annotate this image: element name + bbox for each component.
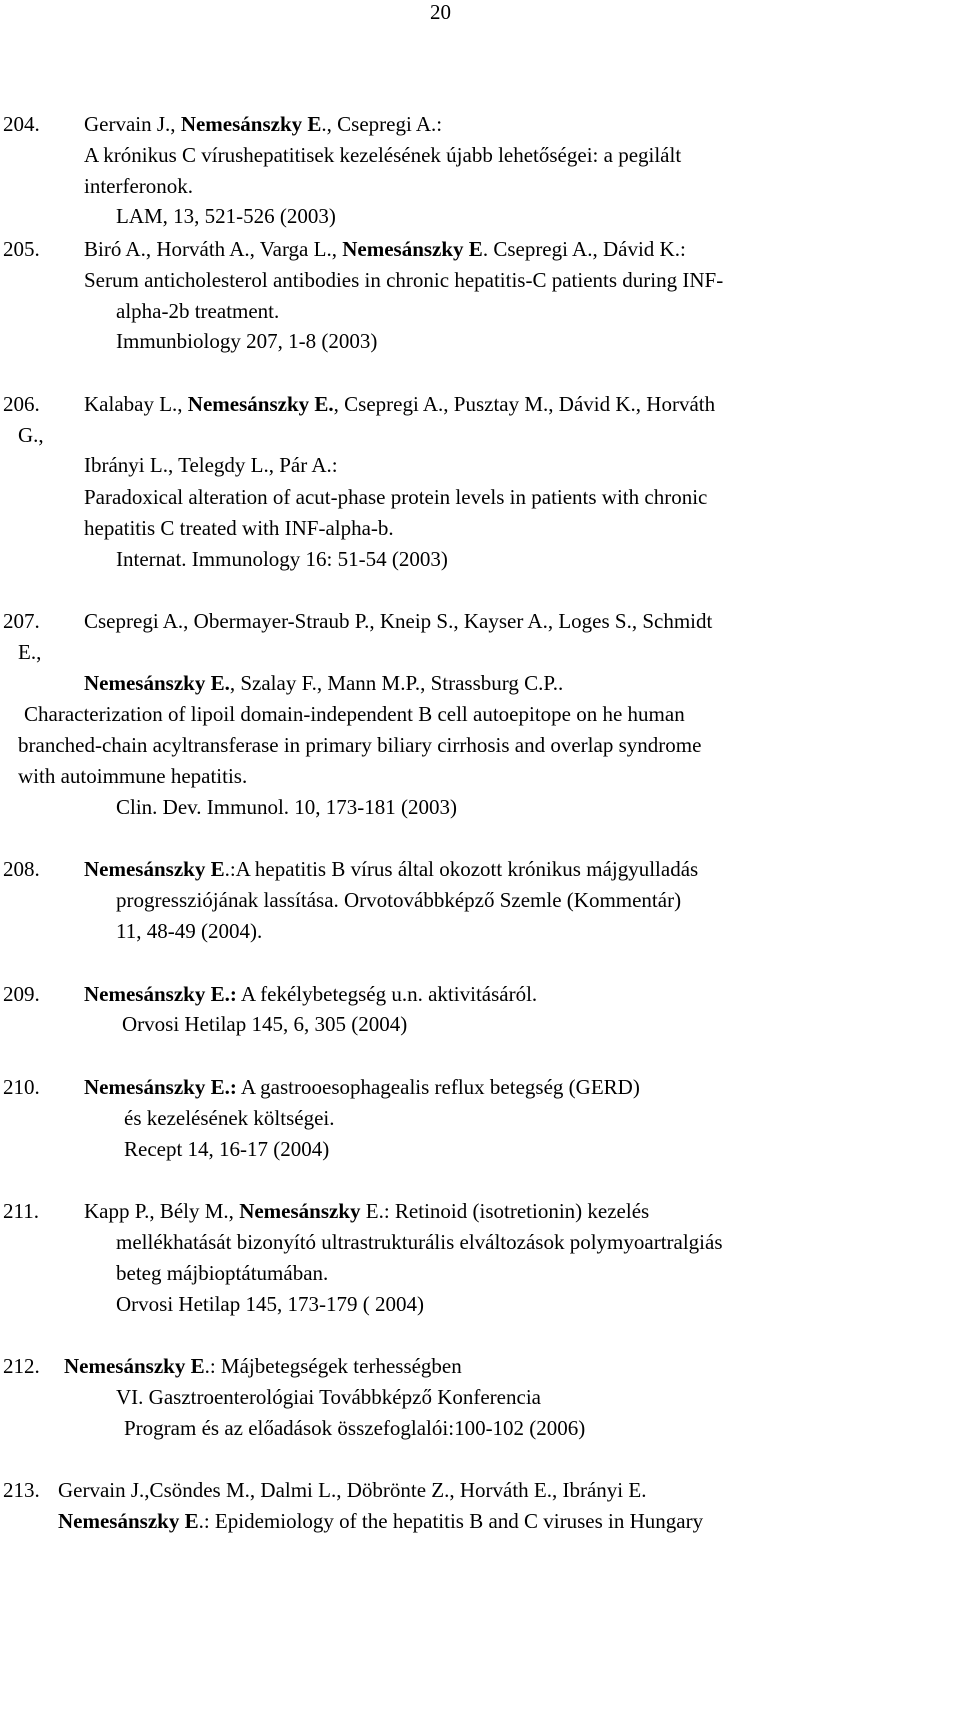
reference-line [64,1354,462,1378]
reference-line [116,1385,541,1409]
reference-text: Characterization of lipoil domain-independent B cell autoepitope on he human [24,702,685,726]
reference-text: Program és az előadások összefoglalói:100-102 (2006) [124,1416,586,1440]
highlighted-author: Nemesánszky E.: [84,1075,237,1099]
reference-text: Gervain J.,Csöndes M., Dalmi L., Döbrönte Z., Horváth E., Ibrányi E. [58,1478,647,1502]
reference-line [58,1478,646,1502]
highlighted-author: Nemesánszky E [342,237,483,261]
reference-text: G., [18,423,44,447]
reference-text: beteg májbioptátumában. [116,1261,329,1285]
highlighted-author: Nemesánszky E. [187,392,334,416]
reference-line [116,329,377,353]
reference-line [116,919,262,943]
reference-number: 210. [3,1075,40,1099]
reference-number: 207. [3,609,40,633]
reference-text: interferonok. [84,174,194,198]
reference-number: 213. [3,1478,40,1502]
reference-line [84,392,715,416]
reference-number: 205. [3,237,40,261]
reference-number: 209. [3,982,40,1006]
highlighted-author: Nemesánszky E [58,1509,199,1533]
highlighted-author: Nemesánszky E. [84,671,230,695]
reference-line [84,1075,640,1099]
reference-text: Orvosi Hetilap 145, 6, 305 (2004) [122,1012,408,1036]
reference-text: E.: Retinoid (isotretionin) kezelés [360,1199,650,1223]
reference-text: .: Epidemiology of the hepatitis B and C viruses in Hungary [198,1509,704,1533]
reference-text: alpha-2b treatment. [116,299,280,323]
reference-text: E., [18,640,42,664]
reference-text: 11, 48-49 (2004). [116,919,263,943]
reference-text: Csepregi A., Obermayer-Straub P., Kneip S., Kayser A., Loges S., Schmidt [84,609,713,633]
reference-line [84,112,442,136]
reference-line [58,1509,703,1533]
reference-line [116,1292,424,1316]
reference-text: Paradoxical alteration of acut-phase protein levels in patients with chronic [84,485,708,509]
reference-number: 211. [3,1199,39,1223]
reference-text: progressziójának lassítása. Orvotovábbképző Szemle (Kommentár) [116,888,682,912]
reference-text: Kalabay L., [84,392,188,416]
reference-line [18,733,701,757]
reference-line [84,671,563,695]
reference-line [124,1416,585,1440]
reference-line [124,1106,335,1130]
reference-line [84,609,712,633]
reference-text: LAM, 13, 521-526 (2003) [116,204,336,228]
reference-line [116,795,457,819]
reference-text: és kezelésének költségei. [124,1106,335,1130]
reference-text: . Csepregi A., Dávid K.: [482,237,686,261]
reference-line [116,1261,328,1285]
highlighted-author: Nemesánszky E [180,112,322,136]
reference-number: 212. [3,1354,40,1378]
reference-text: Gervain J., [84,112,181,136]
reference-number: 204. [3,112,40,136]
reference-text: A fekélybetegség u.n. aktivitásáról. [236,982,538,1006]
highlighted-author: Nemesánszky E [64,1354,205,1378]
reference-line [84,174,193,198]
reference-line [24,702,685,726]
highlighted-author: Nemesánszky [239,1199,361,1223]
highlighted-author: Nemesánszky E [84,857,225,881]
reference-line [84,453,338,477]
reference-text: ., Csepregi A.: [321,112,443,136]
reference-text: A gastrooesophagealis reflux betegség (GERD) [236,1075,640,1099]
reference-text: Serum anticholesterol antibodies in chronic hepatitis-C patients during INF- [84,268,724,292]
reference-number: 208. [3,857,40,881]
reference-line [84,268,723,292]
reference-text: Clin. Dev. Immunol. 10, 173-181 (2003) [116,795,458,819]
reference-text: Orvosi Hetilap 145, 173-179 ( 2004) [116,1292,424,1316]
reference-line [84,516,394,540]
reference-line [84,237,686,261]
reference-line [116,204,336,228]
reference-text: with autoimmune hepatitis. [18,764,248,788]
reference-text: , Szalay F., Mann M.P., Strassburg C.P.. [229,671,564,695]
reference-line [84,143,681,167]
reference-text: branched-chain acyltransferase in primary biliary cirrhosis and overlap syndrome [18,733,702,757]
reference-text: hepatitis C treated with INF-alpha-b. [84,516,394,540]
reference-line [116,888,681,912]
reference-text: Immunbiology 207, 1-8 (2003) [116,329,378,353]
reference-text: Recept 14, 16-17 (2004) [124,1137,330,1161]
reference-line [122,1012,407,1036]
reference-text: .:A hepatitis B vírus által okozott krónikus májgyulladás [224,857,699,881]
reference-text: mellékhatását bizonyító ultrastrukturális elváltozások polymyoartralgiás [116,1230,723,1254]
reference-line [84,1199,649,1223]
reference-line [116,299,279,323]
reference-line [84,485,707,509]
reference-text: Ibrányi L., Telegdy L., Pár A.: [84,453,338,477]
reference-text: .: Májbetegségek terhességben [204,1354,462,1378]
reference-text: A krónikus C vírushepatitisek kezelésének újabb lehetőségei: a pegilált [84,143,682,167]
page-number: 20 [430,0,451,24]
reference-text: Internat. Immunology 16: 51-54 (2003) [116,547,448,571]
reference-line [84,982,537,1006]
highlighted-author: Nemesánszky E.: [84,982,237,1006]
reference-line [116,547,448,571]
reference-line [18,764,247,788]
reference-line [124,1137,329,1161]
reference-line [18,640,41,664]
reference-line [18,423,44,447]
reference-line [116,1230,723,1254]
reference-text: , Csepregi A., Pusztay M., Dávid K., Horváth [333,392,716,416]
reference-text: Biró A., Horváth A., Varga L., [84,237,343,261]
reference-number: 206. [3,392,40,416]
reference-text: Kapp P., Bély M., [84,1199,240,1223]
reference-text: VI. Gasztroenterológiai Továbbképző Konferencia [116,1385,541,1409]
reference-line [84,857,698,881]
